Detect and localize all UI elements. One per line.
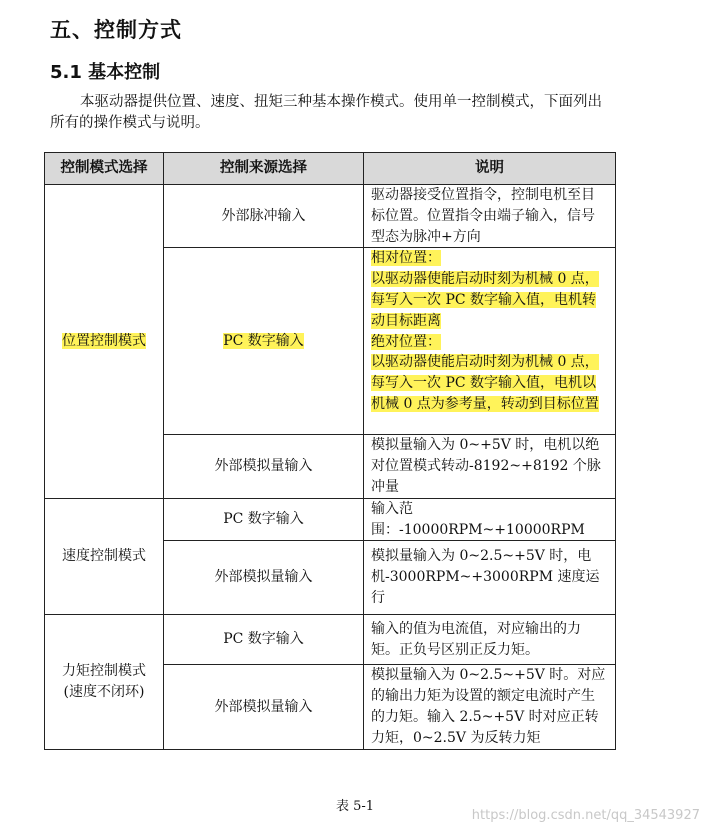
absolute-position-text: 以驱动器使能启动时刻为机械 0 点，每写入一次 PC 数字输入值，电机以机械 0 点为参考量，转动到目标位置 (371, 354, 599, 412)
source-cell: PC 数字输入 (164, 498, 364, 541)
position-mode-label: 位置控制模式 (62, 332, 146, 349)
description-cell: 模拟量输入为 0~+5V 时，电机以绝对位置模式转动-8192~+8192 个脉冲量 (364, 435, 616, 498)
relative-position-heading: 相对位置： (371, 250, 441, 267)
description-cell: 模拟量输入为 0~2.5~+5V 时。对应的输出力矩为设置的额定电流时产生的力矩。输入 2.5~+5V 时对应正转力矩，0~2.5V 为反转力矩 (364, 665, 616, 749)
control-mode-table (44, 152, 616, 750)
description-cell: 驱动器接受位置指令，控制电机至目标位置。位置指令由端子输入，信号型态为脉冲+方向 (364, 185, 616, 248)
position-pc-source-label: PC 数字输入 (223, 332, 304, 349)
table-row (45, 498, 616, 541)
source-cell: PC 数字输入 (164, 614, 364, 665)
header-source: 控制来源选择 (164, 153, 364, 185)
torque-mode-note: (速度不闭环) (63, 683, 145, 700)
position-mode-cell (45, 185, 164, 499)
table-caption: 表 5-1 (335, 799, 375, 814)
source-cell: 外部模拟量输入 (164, 665, 364, 749)
absolute-position-heading: 绝对位置： (371, 333, 441, 350)
source-cell: 外部模拟量输入 (164, 541, 364, 614)
speed-mode-cell: 速度控制模式 (45, 498, 164, 614)
source-cell (164, 248, 364, 435)
description-cell (364, 248, 616, 435)
header-mode: 控制模式选择 (45, 153, 164, 185)
table-row (45, 614, 616, 665)
source-cell: 外部脉冲输入 (164, 185, 364, 248)
source-cell: 外部模拟量输入 (164, 435, 364, 498)
torque-mode-cell (45, 614, 164, 749)
intro-paragraph: 本驱动器提供位置、速度、扭矩三种基本操作模式。使用单一控制模式，下面列出所有的操作模式与说明。 (50, 94, 602, 131)
header-description: 说明 (364, 153, 616, 185)
subsection-title: 5.1 基本控制 (50, 62, 161, 83)
relative-position-text: 以驱动器使能启动时刻为机械 0 点，每写入一次 PC 数字输入值，电机转动目标距离 (371, 271, 599, 329)
section-title: 五、控制方式 (50, 18, 182, 42)
description-cell: 输入范围：-10000RPM~+10000RPM (364, 498, 616, 541)
description-cell: 输入的值为电流值，对应输出的力矩。正负号区别正反力矩。 (364, 614, 616, 665)
description-cell: 模拟量输入为 0~2.5~+5V 时，电机-3000RPM~+3000RPM 速度运行 (364, 541, 616, 614)
watermark: https://blog.csdn.net/qq_34543927 (471, 808, 700, 823)
table-row (45, 185, 616, 248)
table-header-row (45, 153, 616, 185)
torque-mode-label: 力矩控制模式 (62, 662, 146, 679)
